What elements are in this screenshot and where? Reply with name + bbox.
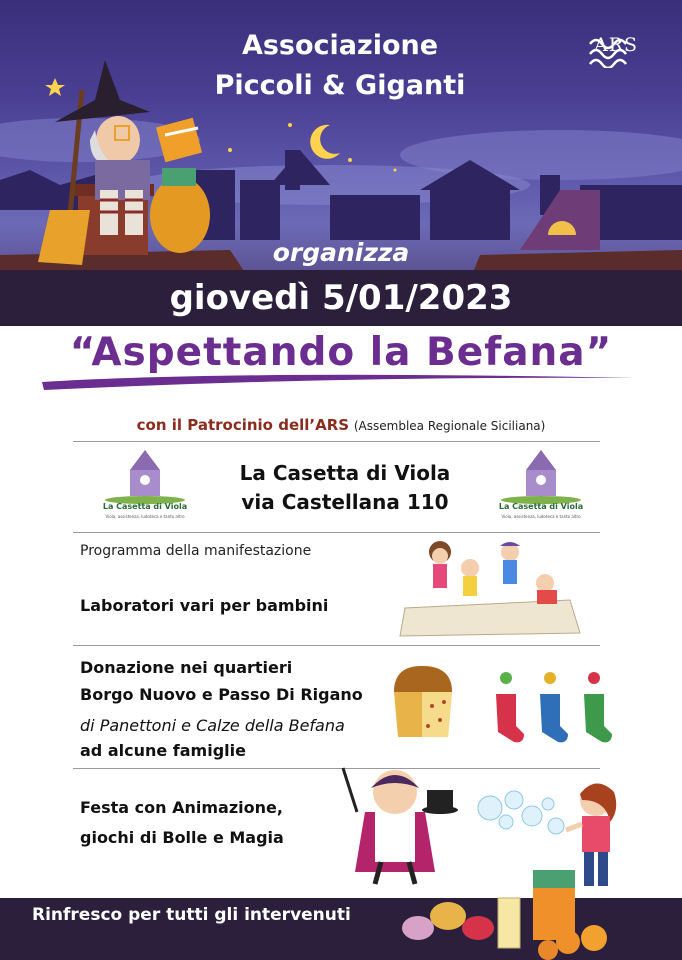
- patronage-note: (Assemblea Regionale Siciliana): [353, 419, 546, 433]
- refreshments-note: Rinfresco per tutti gli intervenuti: [32, 905, 351, 925]
- date-banner: [0, 270, 682, 326]
- patronage-text: con il Patrocinio dell’ARS: [136, 416, 350, 434]
- program-item-workshops: Laboratori vari per bambini: [80, 596, 329, 615]
- befana-stockings-icon: [488, 668, 618, 748]
- program-item-donation-line3: di Panettoni e Calze della Befana: [80, 716, 345, 735]
- casetta-logo-label: La Casetta di Viola: [102, 502, 188, 511]
- panettone-icon: [388, 662, 458, 742]
- program-item-donation-line2: Borgo Nuovo e Passo Di Rigano: [80, 685, 363, 704]
- event-title: “Aspettando la Befana”: [69, 330, 613, 375]
- house-logo-icon: [496, 448, 586, 504]
- patronage-line: [0, 416, 682, 434]
- casetta-logo-tagline: Viola, assistenza, ludoteca e tanto altro: [105, 514, 185, 519]
- program-heading: Programma della manifestazione: [80, 543, 312, 559]
- title-underline-swoosh: [40, 368, 640, 394]
- casetta-logo-tagline: Viola, assistenza, ludoteca e tanto altro: [501, 514, 581, 519]
- casetta-di-viola-logo-left: [100, 448, 190, 530]
- venue-address: via Castellana 110: [241, 490, 449, 514]
- association-name-line1: Associazione: [241, 30, 439, 61]
- event-date: giovedì 5/01/2023: [169, 278, 513, 318]
- casetta-di-viola-logo-right: [496, 448, 586, 530]
- ars-logo-text: ARS: [593, 34, 639, 56]
- children-drawing-illustration: [395, 538, 590, 638]
- association-name-line2: Piccoli & Giganti: [214, 70, 466, 101]
- casetta-logo-label: La Casetta di Viola: [498, 502, 584, 511]
- program-item-donation-line1: Donazione nei quartieri: [80, 658, 293, 677]
- night-rooftop-illustration: [0, 0, 682, 280]
- program-item-donation-line4: ad alcune famiglie: [80, 741, 246, 760]
- divider: [73, 441, 600, 442]
- venue-name: La Casetta di Viola: [239, 461, 451, 485]
- house-logo-icon: [100, 448, 190, 504]
- divider: [73, 532, 600, 533]
- organizza-label: organizza: [272, 238, 410, 267]
- ars-emblem-icon: [586, 34, 630, 68]
- refreshments-illustration: [398, 858, 678, 960]
- ars-logo: [586, 34, 646, 56]
- program-item-party-line2: giochi di Bolle e Magia: [80, 828, 284, 847]
- divider: [73, 645, 600, 646]
- program-item-party-line1: Festa con Animazione,: [80, 798, 283, 817]
